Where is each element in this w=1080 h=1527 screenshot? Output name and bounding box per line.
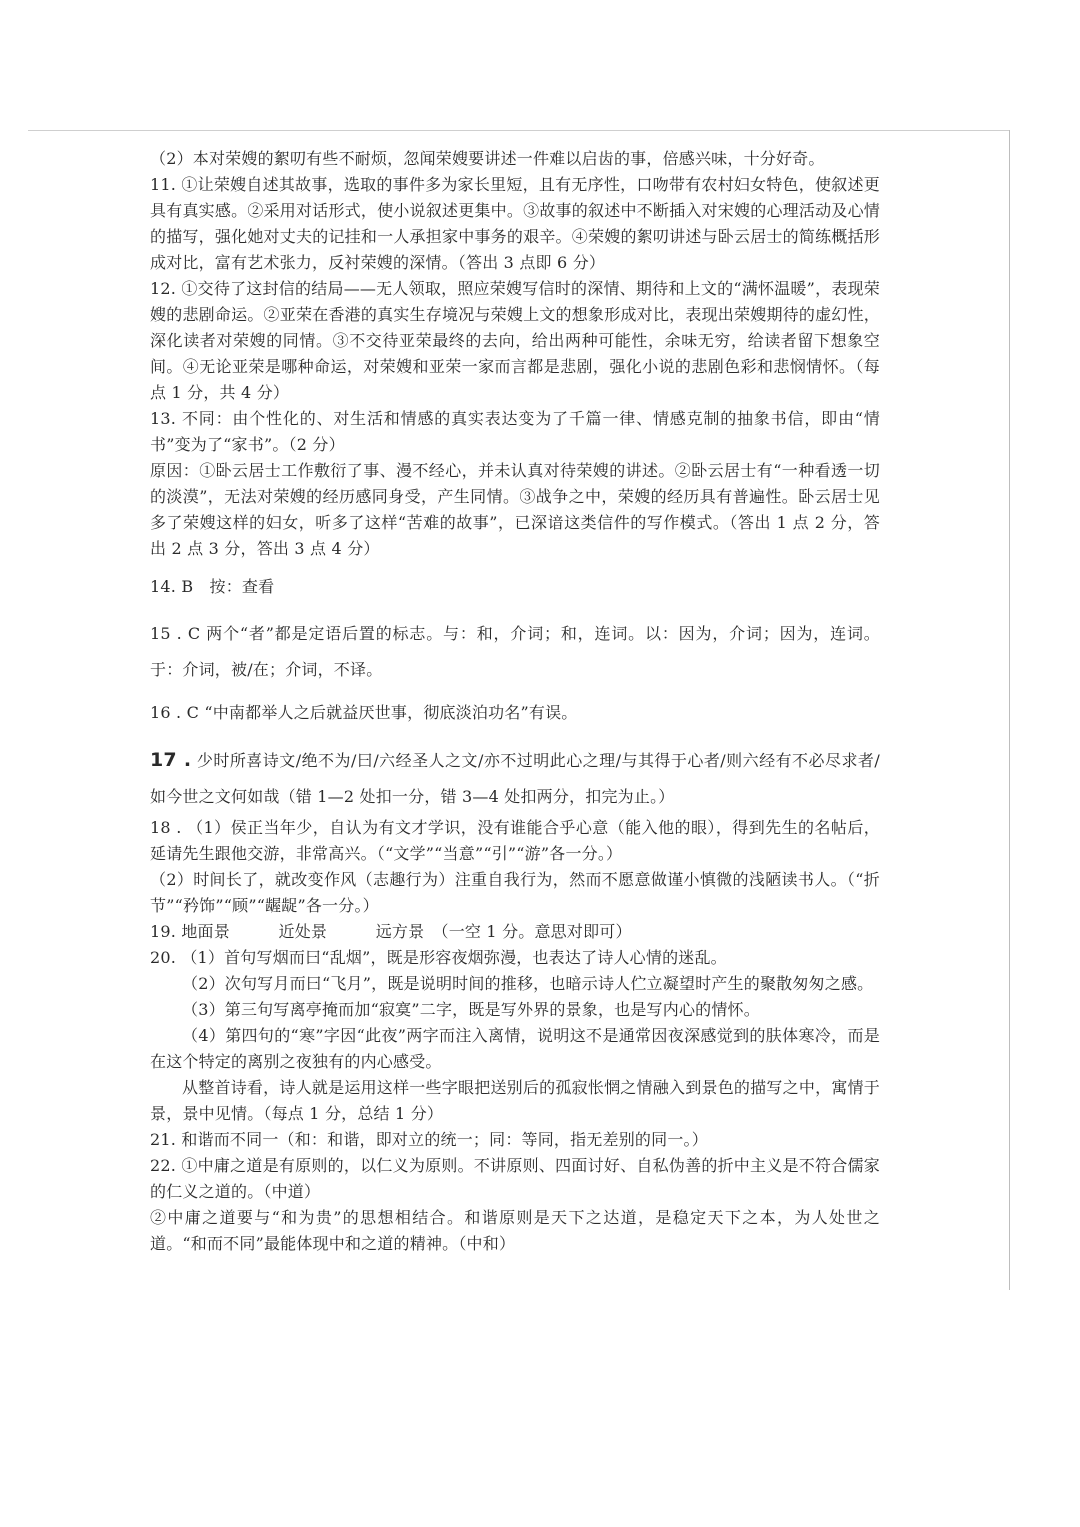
answer-22-2: ②中庸之道要与“和为贵”的思想相结合。和谐原则是天下之达道，是稳定天下之本，为人处世之道。“和而不同”最能体现中和之道的精神。（中和）: [150, 1208, 880, 1253]
answer-17-number: 17 .: [150, 749, 192, 771]
answer-17: [150, 742, 880, 815]
answer-14: 14. B 按：查看: [150, 577, 275, 596]
answer-20-3: （3）第三句写离亭掩而加“寂寞”二字，既是写外界的景象，也是写内心的情怀。: [182, 1000, 760, 1019]
answer-15: 15 . C 两个“者”都是定语后置的标志。与：和，介词；和，连词。以：因为，介词；因为，连词。于：介词，被/在；介词，不译。: [150, 624, 880, 679]
answer-22-1: 22. ①中庸之道是有原则的，以仁义为原则。不讲原则、四面讨好、自私伪善的折中主义是不符合儒家的仁义之道的。（中道）: [150, 1156, 880, 1201]
answer-13-reason: 原因：①卧云居士工作敷衍了事、漫不经心，并未认真对待荣嫂的讲述。②卧云居士有“一种看透一切的淡漠”，无法对荣嫂的经历感同身受，产生同情。③战争之中，荣嫂的经历具有普遍性。卧云居士见多了荣嫂这样的妇女，听多了这样“苦难的故事”，已深谙这类信件的写作模式。（答出 1 点 2 分，答出 2 点 3 分，答出 3 点 4 分）: [150, 461, 880, 558]
answer-10-2: （2）本对荣嫂的絮叨有些不耐烦，忽闻荣嫂要讲述一件难以启齿的事，倍感兴味，十分好奇。: [150, 149, 825, 168]
answer-11: 11. ①让荣嫂自述其故事，选取的事件多为家长里短，且有无序性，口吻带有农村妇女特色，使叙述更具有真实感。②采用对话形式，使小说叙述更集中。③故事的叙述中不断插入对宋嫂的心理活动及心情的描写，强化她对丈夫的记挂和一人承担家中事务的艰辛。④荣嫂的絮叨讲述与卧云居士的简练概括形成对比，富有艺术张力，反衬荣嫂的深情。（答出 3 点即 6 分）: [150, 175, 880, 272]
answer-17-text: 少时所喜诗文/绝不为/曰/六经圣人之文/亦不过明此心之理/与其得于心者/则六经有不必尽求者/如今世之文何如哉（错 1—2 处扣一分，错 3—4 处扣两分，扣完为止。）: [150, 751, 880, 806]
answer-sheet: [150, 146, 880, 1257]
answer-13-difference: 13. 不同：由个性化的、对生活和情感的真实表达变为了千篇一律、情感克制的抽象书信，即由“情书”变为了“家书”。（2 分）: [150, 409, 880, 454]
answer-20-2: （2）次句写月而曰“飞月”，既是说明时间的推移，也暗示诗人伫立凝望时产生的聚散匆匆之感。: [182, 974, 874, 993]
answer-20-1: 20. （1）首句写烟而曰“乱烟”，既是形容夜烟弥漫，也表达了诗人心情的迷乱。: [150, 948, 727, 967]
answer-19: 19. 地面景 近处景 远方景 （一空 1 分。意思对即可）: [150, 922, 632, 941]
answer-20-summary: 从整首诗看，诗人就是运用这样一些字眼把送别后的孤寂怅惘之情融入到景色的描写之中，寓情于景，景中见情。（每点 1 分，总结 1 分）: [150, 1078, 880, 1123]
top-border-line: [28, 130, 1010, 131]
answer-21: 21. 和谐而不同一（和：和谐，即对立的统一；同：等同，指无差别的同一。）: [150, 1130, 708, 1149]
answer-20-4: （4）第四句的“寒”字因“此夜”两字而注入离情，说明这不是通常因夜深感觉到的肤体寒冷，而是在这个特定的离别之夜独有的内心感受。: [150, 1026, 880, 1071]
answer-18-1: 18 . （1）侯正当年少，自认为有文才学识，没有谁能合乎心意（能入他的眼），得到先生的名帖后，延请先生跟他交游，非常高兴。（“文学”“当意”“引”“游”各一分。）: [150, 818, 880, 863]
answer-16: 16 . C “中南都举人之后就益厌世事，彻底淡泊功名”有误。: [150, 703, 578, 722]
answer-18-2: （2）时间长了，就改变作风（志趣行为）注重自我行为，然而不愿意做谨小慎微的浅陋读书人。（“折节”“矜饰”“顾”“龌龊”各一分。）: [150, 870, 880, 915]
answer-12: 12. ①交待了这封信的结局——无人领取，照应荣嫂写信时的深情、期待和上文的“满怀温暖”，表现荣嫂的悲剧命运。②亚荣在香港的真实生存境况与荣嫂上文的想象形成对比，表现出荣嫂期待的虚幻性，深化读者对荣嫂的同情。③不交待亚荣最终的去向，给出两种可能性，余味无穷，给读者留下想象空间。④无论亚荣是哪种命运，对荣嫂和亚荣一家而言都是悲剧，强化小说的悲剧色彩和悲悯情怀。（每点 1 分，共 4 分）: [150, 279, 880, 402]
right-border-line: [1009, 130, 1010, 1290]
